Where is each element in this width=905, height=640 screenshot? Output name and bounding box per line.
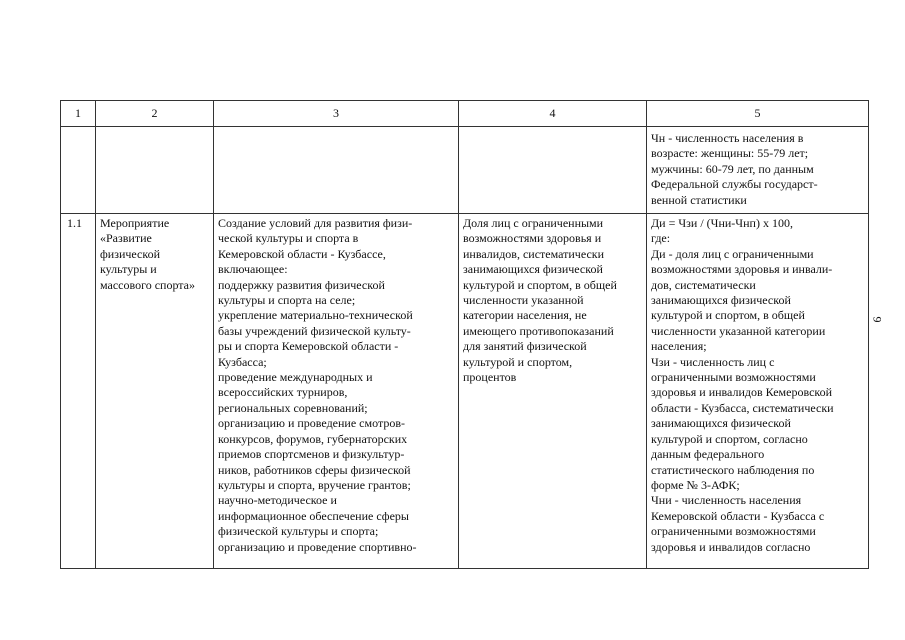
measure-description-cell <box>214 214 459 569</box>
measure-name: Мероприятие «Развитие физической культуры и массового спорта» <box>100 216 196 292</box>
column-number-header-row <box>61 101 869 127</box>
column-number-4: 4 <box>459 101 647 127</box>
row-number-cell <box>61 214 96 569</box>
empty-cell <box>61 127 96 214</box>
indicator-text: Доля лиц с ограниченными возможностями здоровья и инвалидов, систематически занимающихся физической культурой и спортом, в общей численности указанной категории населения, не имеющего противопоказаний для занятий физической культурой и спортом, процентов <box>463 216 617 385</box>
column-number-5: 5 <box>647 101 869 127</box>
table-row-1-1 <box>61 214 869 569</box>
empty-cell <box>214 127 459 214</box>
column-number-2: 2 <box>96 101 214 127</box>
indicators-table <box>60 100 869 569</box>
formula-continuation-cell <box>647 127 869 214</box>
empty-cell <box>96 127 214 214</box>
empty-cell <box>459 127 647 214</box>
column-number-1: 1 <box>61 101 96 127</box>
measure-description: Создание условий для развития физи- ческой культуры и спорта в Кемеровской области - Кузбассе, включающее: поддержку развития физической культуры и спорта на селе; укрепление материально-технической базы учреждений физической культу- ры и спорта Кемеровской области - Кузбасса; проведение международных и всероссийских турниров, региональных соревнований; организацию и проведение смотров- конкурсов, форумов, губернаторских приемов спортсменов и физкультур- ников, работников сферы физической культуры и спорта, вручение грантов; научно-методическое и информационное обеспечение сферы физической культуры и спорта; организацию и проведение спортивно- <box>218 216 417 554</box>
indicator-cell <box>459 214 647 569</box>
formula-cell <box>647 214 869 569</box>
formula-continuation-text: Чн - численность населения в возрасте: женщины: 55-79 лет; мужчины: 60-79 лет, по данным Федеральной службы государст- венной статистики <box>651 131 818 207</box>
table-row-continuation <box>61 127 869 214</box>
row-number: 1.1 <box>67 216 82 230</box>
column-number-3: 3 <box>214 101 459 127</box>
formula-text: Ди = Чзи / (Чни-Чнп) х 100, где: Ди - доля лиц с ограниченными возможностями здоровья и инвали- дов, систематически занимающихся физической культурой и спортом, в общей численности указанной категории населения; Чзи - численность лиц с ограниченными возможностями здоровья и инвалидов Кемеровской области - Кузбасса, систематически занимающихся физической культурой и спортом, согласно данным федерального статистического наблюдения по форме № 3-АФК; Чни - численность населения Кемеровской области - Кузбасса с ограниченными возможностями здоровья и инвалидов согласно <box>651 216 834 554</box>
measure-name-cell <box>96 214 214 569</box>
page-number: 9 <box>870 316 885 323</box>
